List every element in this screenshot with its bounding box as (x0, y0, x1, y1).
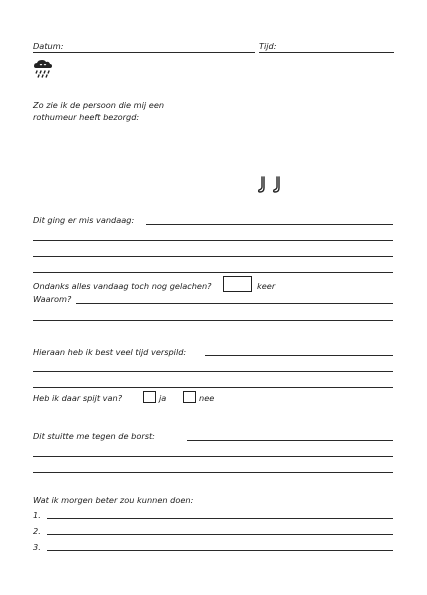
wasted-time-line-1[interactable] (205, 355, 393, 356)
tomorrow-item-1-number: 1. (33, 510, 41, 520)
person-label-line1: Zo zie ik de persoon die mij een (33, 100, 165, 110)
went-wrong-line-2[interactable] (33, 240, 393, 241)
laughed-unit: keer (257, 281, 276, 291)
bothered-line-2[interactable] (33, 456, 393, 457)
tomorrow-item-2-line[interactable] (47, 534, 393, 535)
wasted-time-line-3[interactable] (33, 387, 393, 388)
wasted-time-label: Hieraan heb ik best veel tijd verspild: (33, 347, 187, 357)
laugh-count-box[interactable] (223, 276, 252, 292)
bothered-line-3[interactable] (33, 472, 393, 473)
person-label-line2: rothumeur heeft bezorgd: (33, 112, 140, 122)
went-wrong-line-4[interactable] (33, 272, 393, 273)
tomorrow-item-2-number: 2. (33, 526, 41, 536)
date-label: Datum: (33, 41, 64, 51)
regret-label: Heb ik daar spijt van? (33, 393, 123, 403)
tomorrow-item-1-line[interactable] (47, 518, 393, 519)
time-line[interactable] (259, 52, 394, 53)
went-wrong-line-1[interactable] (146, 224, 393, 225)
bothered-line-1[interactable] (187, 440, 393, 441)
regret-no-label: nee (199, 393, 215, 403)
footprints-icon (258, 176, 284, 196)
went-wrong-line-3[interactable] (33, 256, 393, 257)
tomorrow-item-3-line[interactable] (47, 550, 393, 551)
laughed-label: Ondanks alles vandaag toch nog gelachen? (33, 281, 212, 291)
rain-cloud-icon (32, 58, 54, 80)
time-label: Tijd: (259, 41, 277, 51)
regret-yes-checkbox[interactable] (143, 391, 156, 403)
date-line[interactable] (33, 52, 255, 53)
wasted-time-line-2[interactable] (33, 371, 393, 372)
why-line-2[interactable] (33, 320, 393, 321)
went-wrong-label: Dit ging er mis vandaag: (33, 215, 135, 225)
why-label: Waarom? (33, 294, 72, 304)
bothered-label: Dit stuitte me tegen de borst: (33, 431, 155, 441)
tomorrow-item-3-number: 3. (33, 542, 41, 552)
tomorrow-label: Wat ik morgen beter zou kunnen doen: (33, 495, 194, 505)
regret-no-checkbox[interactable] (183, 391, 196, 403)
regret-yes-label: ja (159, 393, 167, 403)
why-line-1[interactable] (76, 303, 393, 304)
